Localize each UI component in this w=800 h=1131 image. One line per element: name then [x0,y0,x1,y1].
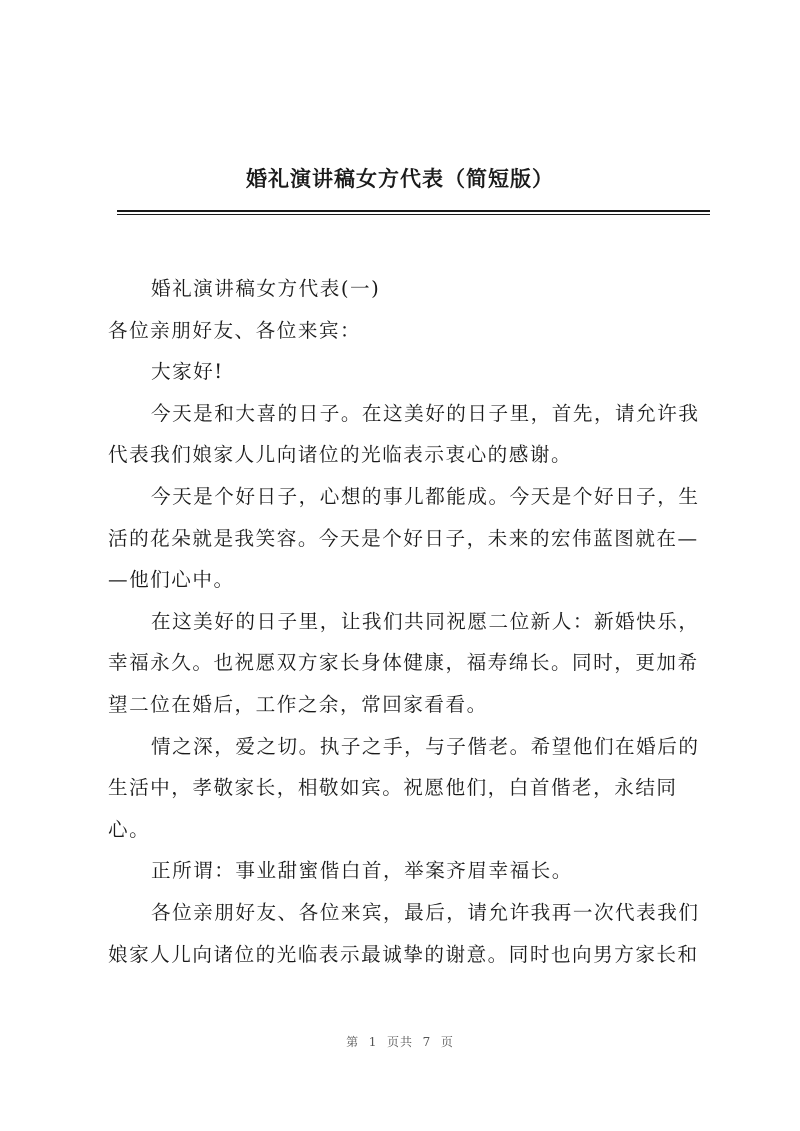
body-line: 望二位在婚后，工作之余，常回家看看。 [108,692,488,716]
body-line: 代表我们娘家人儿向诸位的光临表示衷心的感谢。 [108,443,573,467]
body-line: 婚礼演讲稿女方代表(一) [151,277,381,300]
document-body [108,268,714,975]
title-rule-thick [117,210,710,212]
body-line: 幸福永久。也祝愿双方家长身体健康，福寿绵长。同时，更加希 [108,651,699,675]
page-footer: 第 1 页共 7 页 [346,1035,454,1049]
body-line: 各位亲朋好友、各位来宾，最后，请允许我再一次代表我们 [151,900,700,924]
body-line: 今天是个好日子，心想的事儿都能成。今天是个好日子，生 [151,484,700,508]
body-line: 今天是和大喜的日子。在这美好的日子里，首先，请允许我 [151,401,700,425]
body-line: 生活中，孝敬家长，相敬如宾。祝愿他们，白首偕老，永结同 [108,776,678,800]
body-line: 各位亲朋好友、各位来宾： [108,318,362,342]
document-title: 婚礼演讲稿女方代表（简短版） [246,167,554,191]
body-line: 娘家人儿向诸位的光临表示最诚挚的谢意。同时也向男方家长和 [108,942,699,966]
body-line: 心。 [108,817,151,841]
body-line: 正所谓：事业甜蜜偕白首，举案齐眉幸福长。 [151,859,573,883]
title-rule-thin [117,214,710,215]
body-line: —他们心中。 [108,568,235,592]
body-line: 情之深，爱之切。执子之手，与子偕老。希望他们在婚后的 [151,734,700,758]
body-line: 活的花朵就是我笑容。今天是个好日子，未来的宏伟蓝图就在— [108,526,699,550]
body-line: 大家好! [151,360,224,384]
body-line: 在这美好的日子里，让我们共同祝愿二位新人：新婚快乐， [151,609,700,633]
